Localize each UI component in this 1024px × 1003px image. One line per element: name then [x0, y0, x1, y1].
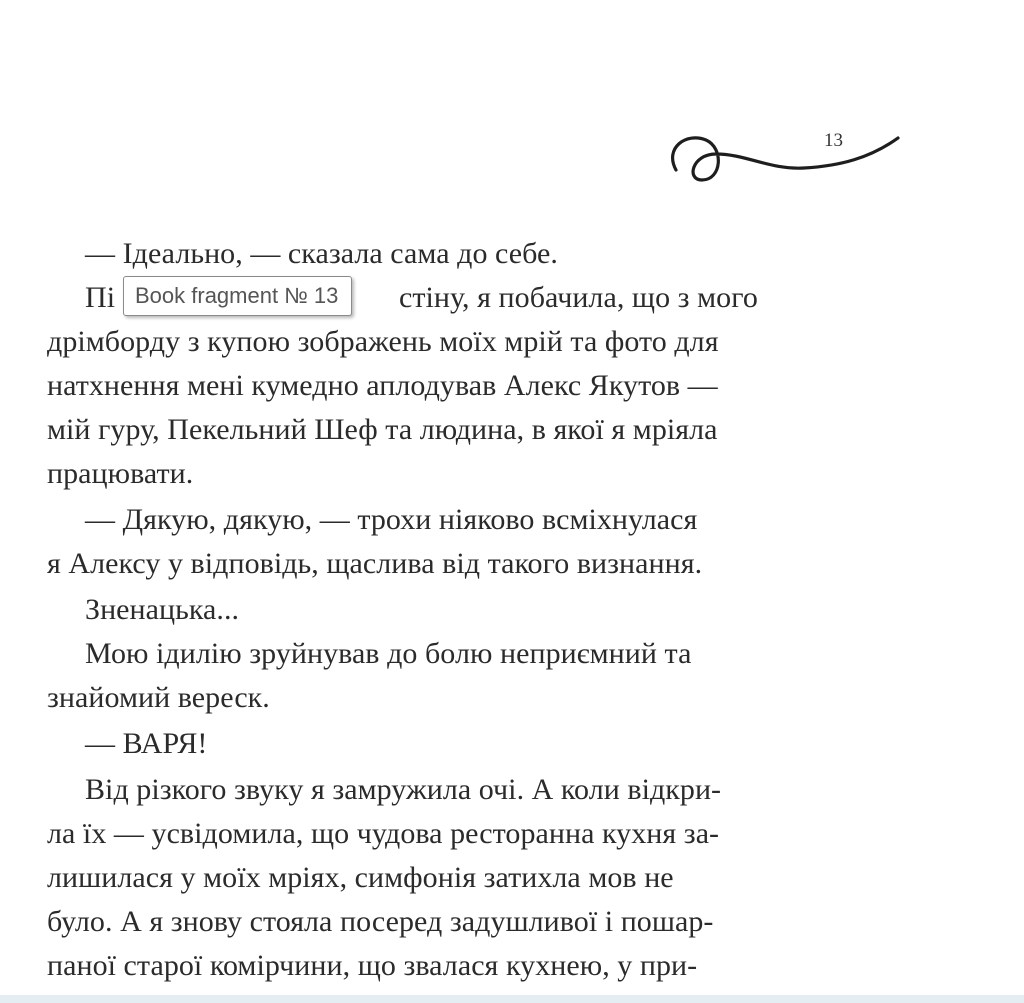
- text-line: — ВАРЯ!: [85, 727, 208, 760]
- bottom-edge: [0, 995, 1024, 1003]
- text-line: ла їх — усвідомила, що чудова ресторанна кухня за-: [47, 817, 720, 850]
- page-number: 13: [824, 130, 843, 151]
- text-line: — Ідеально, — сказала сама до себе.: [85, 237, 558, 270]
- text-line: Пі: [85, 281, 116, 314]
- text-line: було. А я знову стояла посеред задушливої і пошар-: [47, 905, 714, 938]
- book-fragment-tooltip: Book fragment № 13: [123, 276, 352, 316]
- text-line: знайомий вереск.: [47, 681, 270, 714]
- text-line: Мою ідилію зруйнував до болю неприємний та: [85, 637, 692, 670]
- text-line: працювати.: [47, 457, 194, 490]
- text-line: стіну, я побачила, що з мого: [399, 281, 758, 314]
- text-line: лишилася у моїх мріях, симфонія затихла мов не: [47, 861, 674, 894]
- text-line: — Дякую, дякую, — трохи ніяково всміхнулася: [85, 503, 698, 536]
- text-line: дрімборду з купою зображень моїх мрій та фото для: [47, 325, 719, 358]
- text-line: я Алексу у відповідь, щаслива від такого визнання.: [47, 547, 703, 580]
- text-line: Зненацька...: [85, 593, 240, 626]
- flourish-icon: [664, 118, 904, 198]
- text-line: натхнення мені кумедно аплодував Алекс Якутов —: [47, 369, 718, 402]
- text-line: мій гуру, Пекельний Шеф та людина, в якої я мріяла: [47, 413, 718, 446]
- text-line: Від різкого звуку я замружила очі. А коли відкри-: [85, 773, 722, 806]
- text-line: паної старої комірчини, що звалася кухнею, у при-: [47, 949, 698, 982]
